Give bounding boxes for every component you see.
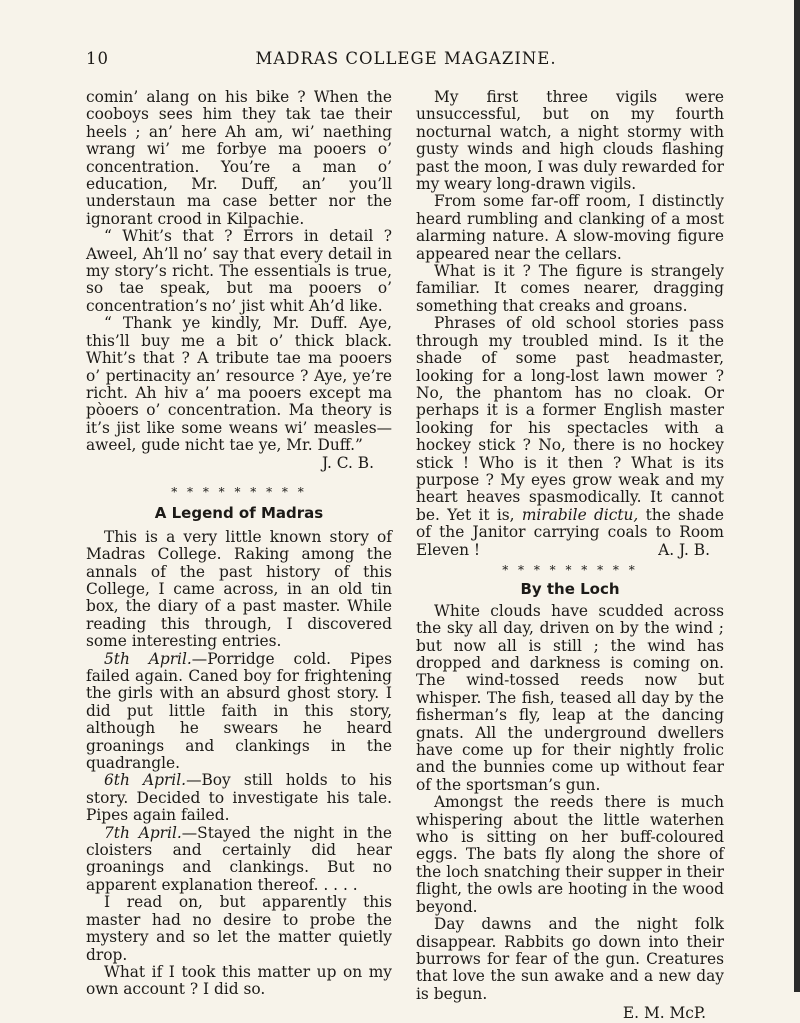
paragraph-text: the shade of the Janitor carrying coals to Room Eleven ! [416, 505, 724, 559]
running-title: MADRAS COLLEGE MAGAZINE. [255, 49, 557, 68]
diary-entry [86, 772, 392, 824]
author-signature: J. C. B. [322, 453, 374, 472]
author-signature: A. J. B. [658, 540, 710, 559]
paragraph: From some far-off room, I distinctly heard rumbling and clanking of a most alarming nature. A slow-moving figure appeared near the cellars. [416, 192, 724, 263]
diary-text: —Boy still holds to his story. Decided to investigate his tale. Pipes again failed. [86, 771, 393, 825]
paragraph: Day dawns and the night folk disappear. Rabbits go down into their burrows for fear of the gun. Creatures that love the sun awake and a new day is begun. [416, 915, 724, 1003]
diary-date: 5th April. [104, 649, 192, 668]
section-divider: * * * * * * * * * [502, 562, 638, 577]
diary-date: 6th April. [104, 771, 187, 790]
paragraph: This is a very little known story of Madras College. Raking among the annals of the past history of this College, I came across, in an old tin box, the diary of a past master. While reading this through, I discovered some interesting entries. [86, 527, 392, 651]
paragraph: comin’ alang on his bike ? When the cooboys sees him they tak tae their heels ; an’ here Ah am, wi’ naething wrang wi’ me forbye ma pooers o’ concentration. You’re a man o’ education, Mr. Duff, an’ you’ll understaun ma case better nor the ignorant crood in Kilpachie. [86, 88, 392, 228]
right-column [416, 89, 724, 1023]
diary-entry [86, 651, 392, 773]
left-column [86, 89, 392, 999]
author-signature: E. M. McP. [622, 1004, 706, 1023]
page-edge-shadow [794, 0, 800, 992]
page-number: 10 [86, 49, 109, 68]
paragraph: What is it ? The figure is strangely familiar. It comes nearer, dragging something that creaks and groans. [416, 262, 724, 315]
paragraph: What if I took this matter up on my own account ? I did so. [86, 962, 392, 999]
paragraph: My first three vigils were unsuccessful, but on my fourth nocturnal watch, a night stormy with gusty winds and high clouds flashing past the moon, I was duly rewarded for my weary long-drawn vigils. [416, 88, 724, 194]
article-heading: A Legend of Madras [154, 504, 324, 523]
page-header [86, 49, 726, 75]
article-heading: By the Loch [520, 580, 620, 599]
paragraph: “ Thank ye kindly, Mr. Duff. Aye, this’ll buy me a bit o’ thick black. Whit’s that ? A tribute tae ma pooers o’ pertinacity an’ resource ? Aye, ye’re richt. Ah hiv a’ ma pooers except ma pòoers o’ concentration. Ma theory is it’s jist like some weans wi’ measles—aweel, gude nicht tae ye, Mr. Duff.” [86, 314, 392, 455]
diary-text: —Stayed the night in the cloisters and certainly did hear groanings and clankings. But no apparent explanation thereof. . . . . [86, 823, 392, 894]
section-divider: * * * * * * * * * [171, 484, 307, 499]
paragraph: White clouds have scudded across the sky all day, driven on by the wind ; but now all is still ; the wind has dropped and darkness is coming on. The wind-tossed reeds now but whisper. The fish, teased all day by the fisherman’s fly, leap at the dancing gnats. All the underground dwellers have come up for their nightly frolic and the bunnies come up without fear of the sportsman’s gun. [416, 601, 724, 794]
paragraph-text: Phrases of old school stories pass through my troubled mind. Is it the shade of some past headmaster, looking for a long-lost lawn mower ? No, the phantom has no cloak. Or perhaps it is a former English master looking for his spectacles with a hockey stick ? No, there is no hockey stick ! Who is it then ? What is its purpose ? My eyes grow weak and my heart heaves spasmodically. It cannot be. Yet it is, [416, 314, 724, 524]
paragraph [416, 315, 724, 559]
latin-phrase: mirabile dictu, [521, 505, 639, 524]
diary-date: 7th April. [104, 823, 182, 842]
diary-entry [86, 825, 392, 895]
paragraph: Amongst the reeds there is much whispering about the little waterhen who is sitting on her buff-coloured eggs. The bats fly along the shore of the loch snatching their supper in their flight, the owls are hooting in the wood beyond. [416, 793, 724, 916]
diary-text: —Porridge cold. Pipes failed again. Caned boy for frightening the girls with an absurd ghost story. I did put little faith in this story, although he swears he heard groanings and clankings in the quadrangle. [86, 649, 393, 773]
paragraph: I read on, but apparently this master had no desire to probe the mystery and so let the matter quietly drop. [86, 893, 392, 964]
paragraph: “ Whit’s that ? Errors in detail ? Aweel, Ah’ll no’ say that every detail in my story’s richt. The essentials is true, so tae speak, but ma pooers o’ concentration’s no’ jist whit Ah’d like. [86, 227, 392, 315]
